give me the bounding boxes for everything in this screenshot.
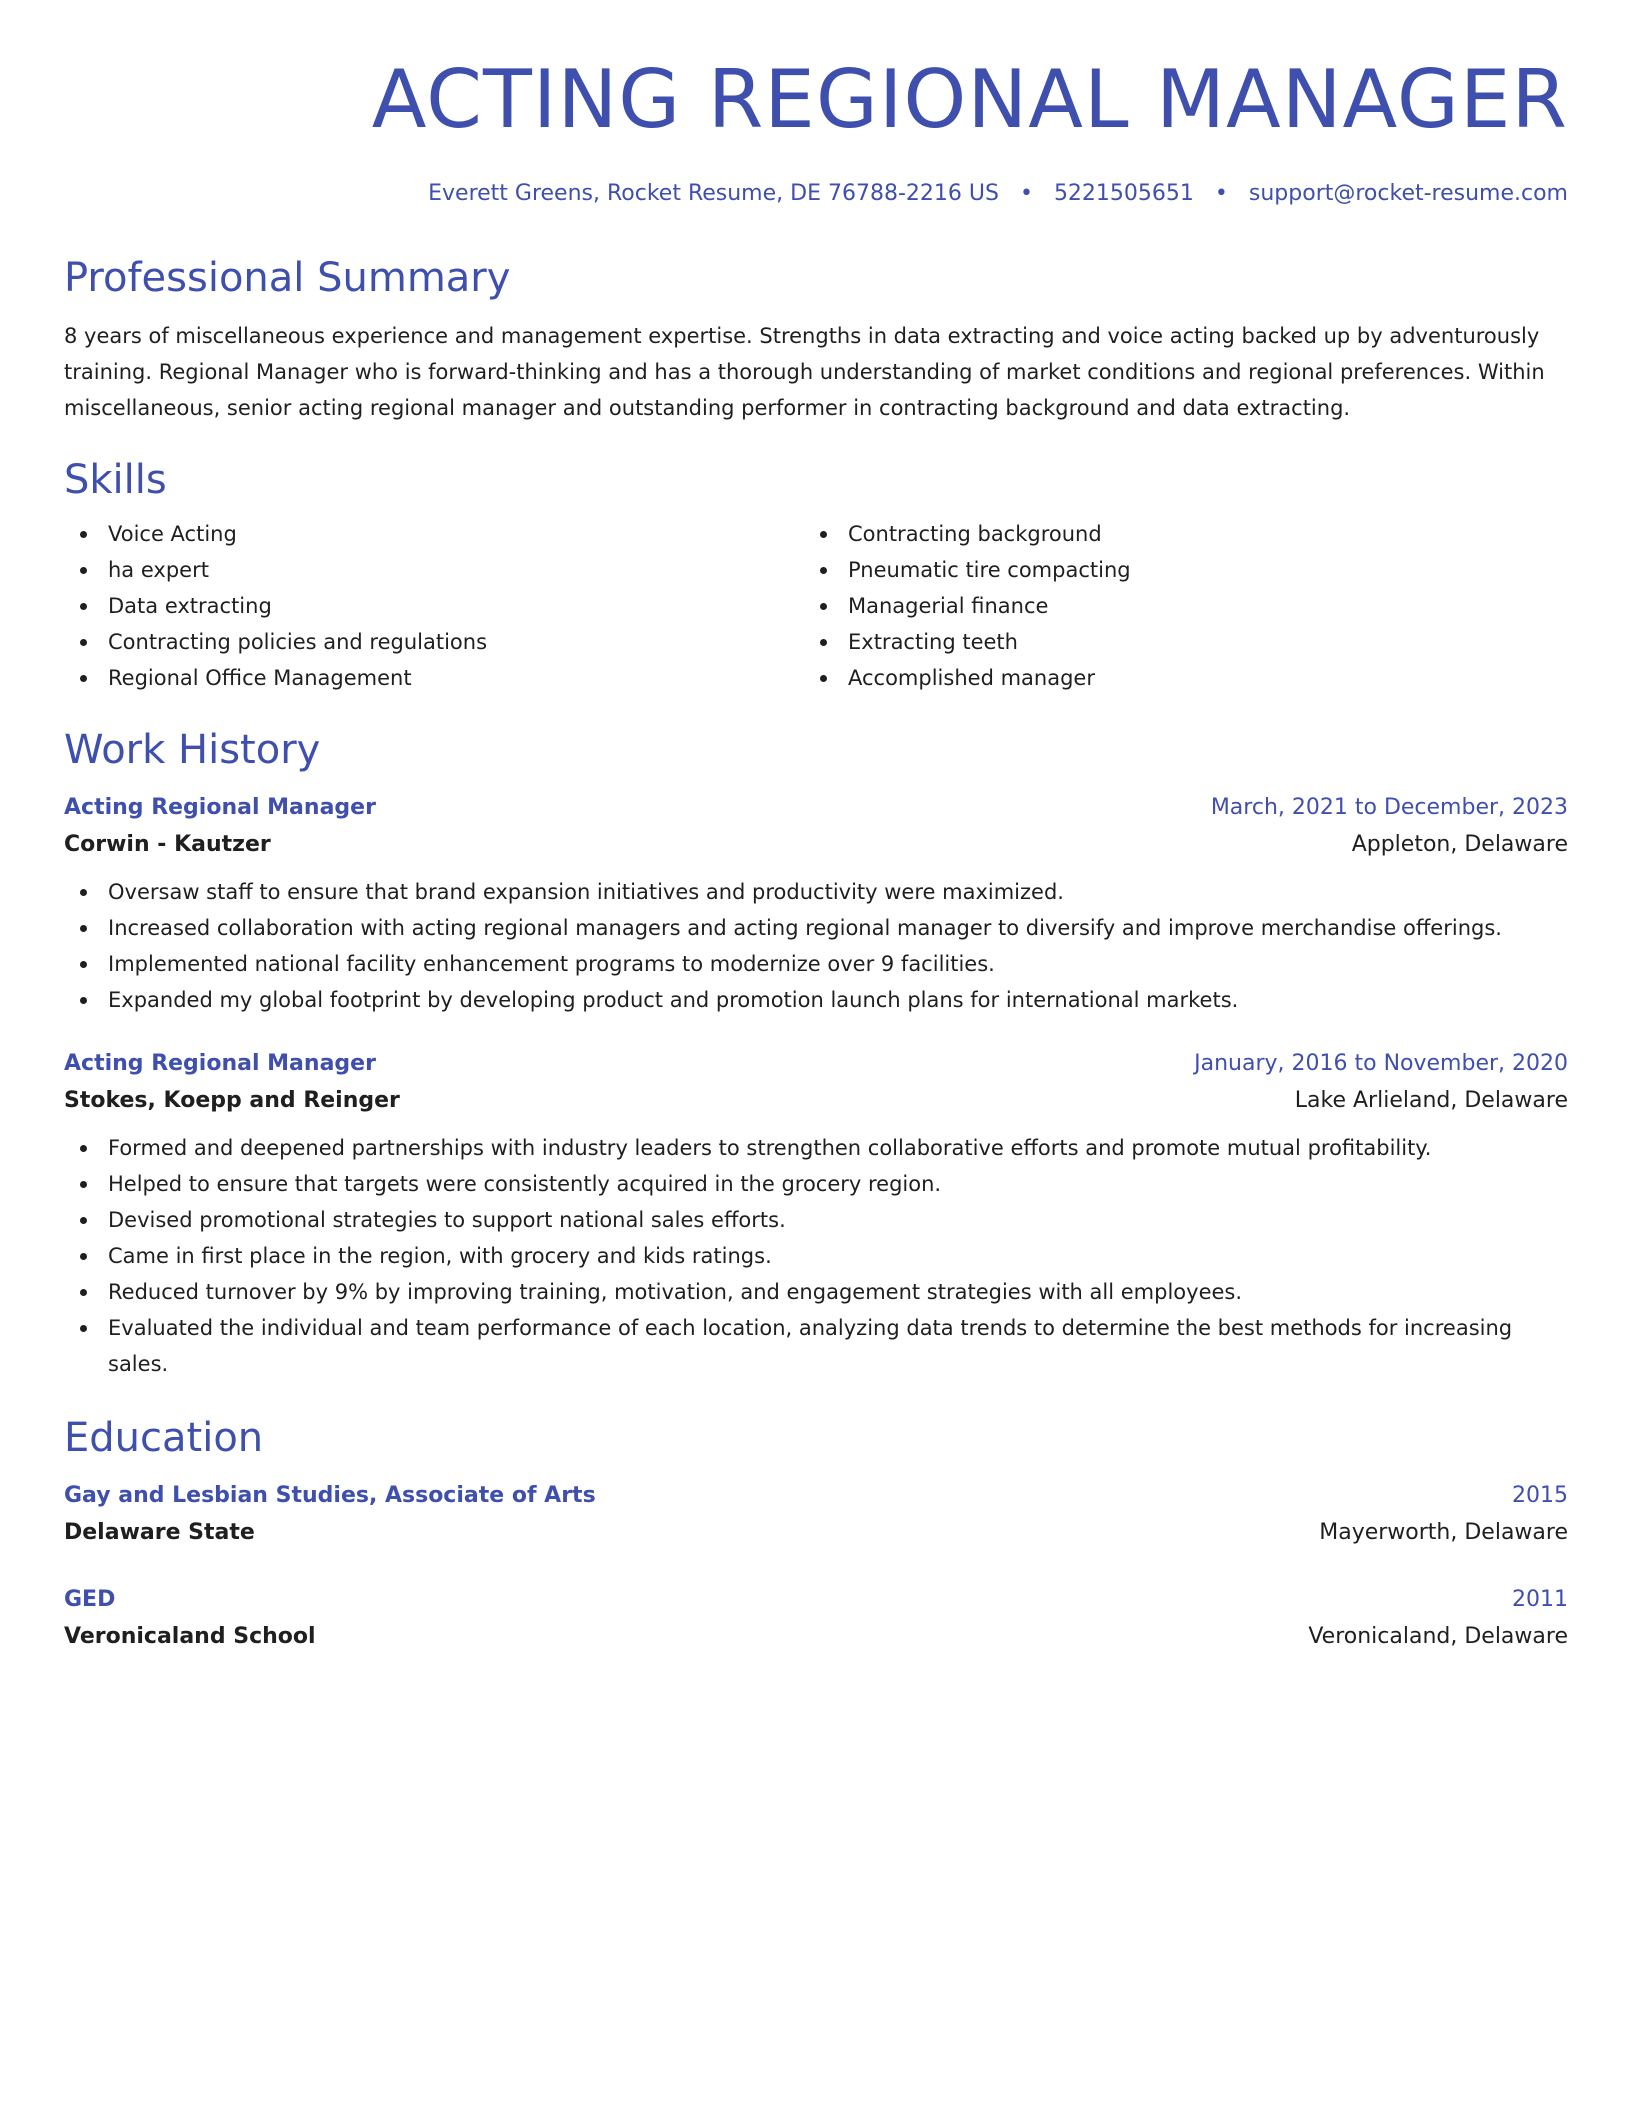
contact-line [64, 174, 1568, 214]
summary-text: 8 years of miscellaneous experience and management expertise. Strengths in data extracting and voice acting backed up by adventurously training. Regional Manager who is forward-thinking and has a thorough understanding of market conditions and regional preferences. Within miscellaneous, senior acting regional manager and outstanding performer in contracting background and data extracting. [64, 324, 1545, 420]
job-bullet: Evaluated the individual and team performance of each location, analyzing data trends to determine the best methods for increasing sales. [64, 1310, 1548, 1382]
job-bullet: Helped to ensure that targets were consistently acquired in the grocery region. [64, 1166, 1548, 1202]
education-school: Delaware State [64, 1520, 255, 1545]
skill-item: Voice Acting [64, 516, 804, 552]
job-location: Appleton, Delaware [1351, 832, 1568, 857]
section-heading-education: Education [64, 1415, 264, 1461]
skills-list-right [804, 516, 1544, 696]
skills-section [64, 452, 1568, 696]
job-dates: January, 2016 to November, 2020 [1194, 1051, 1568, 1076]
education-entry [64, 1478, 1568, 1552]
education-entry [64, 1582, 1568, 1656]
education-header-row [64, 1478, 1568, 1514]
skills-columns [64, 516, 1568, 696]
job-bullet: Came in first place in the region, with grocery and kids ratings. [64, 1238, 1548, 1274]
education-location: Mayerworth, Delaware [1319, 1520, 1568, 1545]
job-company-row [64, 1082, 1568, 1120]
skills-list-left [64, 516, 804, 696]
job-company: Corwin - Kautzer [64, 832, 271, 857]
skill-item: Contracting background [804, 516, 1544, 552]
job-bullets [64, 1130, 1568, 1382]
contact-separator: • [1214, 181, 1228, 206]
section-heading-work: Work History [64, 727, 321, 773]
education-location: Veronicaland, Delaware [1308, 1624, 1568, 1649]
job-bullet: Devised promotional strategies to support national sales efforts. [64, 1202, 1548, 1238]
job-header-row [64, 790, 1568, 826]
education-school-row [64, 1514, 1568, 1552]
job-bullets [64, 874, 1568, 1018]
section-heading-skills: Skills [64, 457, 167, 503]
job-position: Acting Regional Manager [64, 1051, 376, 1076]
job-bullet: Implemented national facility enhancement programs to modernize over 9 facilities. [64, 946, 1548, 982]
education-degree: GED [64, 1587, 116, 1612]
job-location: Lake Arlieland, Delaware [1294, 1088, 1568, 1113]
education-school-row [64, 1618, 1568, 1656]
job-company-row [64, 826, 1568, 864]
job-header-row [64, 1046, 1568, 1082]
contact-separator: • [1019, 181, 1033, 206]
skill-item: Extracting teeth [804, 624, 1544, 660]
education-year: 2015 [1512, 1483, 1568, 1508]
skill-item: Regional Office Management [64, 660, 804, 696]
contact-email[interactable]: support@rocket-resume.com [1248, 181, 1568, 206]
education-degree: Gay and Lesbian Studies, Associate of Arts [64, 1483, 596, 1508]
job-dates: March, 2021 to December, 2023 [1210, 795, 1568, 820]
skill-item: Contracting policies and regulations [64, 624, 804, 660]
candidate-title: ACTING REGIONAL MANAGER [371, 53, 1568, 146]
job-company: Stokes, Koepp and Reinger [64, 1088, 400, 1113]
contact-address: Everett Greens, Rocket Resume, DE 76788-2216 US [428, 181, 999, 206]
summary-section [64, 250, 1568, 426]
education-school: Veronicaland School [64, 1624, 316, 1649]
job-bullet: Expanded my global footprint by developing product and promotion launch plans for international markets. [64, 982, 1548, 1018]
job-bullet: Reduced turnover by 9% by improving training, motivation, and engagement strategies with all employees. [64, 1274, 1548, 1310]
education-section [64, 1410, 1568, 1656]
skill-item: Managerial finance [804, 588, 1544, 624]
job-bullet: Formed and deepened partnerships with industry leaders to strengthen collaborative efforts and promote mutual profitability. [64, 1130, 1548, 1166]
work-history-section [64, 722, 1568, 1382]
section-heading-summary: Professional Summary [64, 255, 511, 301]
job-bullet: Oversaw staff to ensure that brand expansion initiatives and productivity were maximized. [64, 874, 1548, 910]
job-entry [64, 790, 1568, 1018]
skill-item: ha expert [64, 552, 804, 588]
job-position: Acting Regional Manager [64, 795, 376, 820]
skill-item: Pneumatic tire compacting [804, 552, 1544, 588]
job-entry [64, 1046, 1568, 1382]
education-header-row [64, 1582, 1568, 1618]
skill-item: Data extracting [64, 588, 804, 624]
skill-item: Accomplished manager [804, 660, 1544, 696]
resume-header [64, 48, 1568, 214]
contact-phone[interactable]: 5221505651 [1053, 181, 1194, 206]
education-year: 2011 [1512, 1587, 1568, 1612]
job-bullet: Increased collaboration with acting regional managers and acting regional manager to diversify and improve merchandise offerings. [64, 910, 1548, 946]
